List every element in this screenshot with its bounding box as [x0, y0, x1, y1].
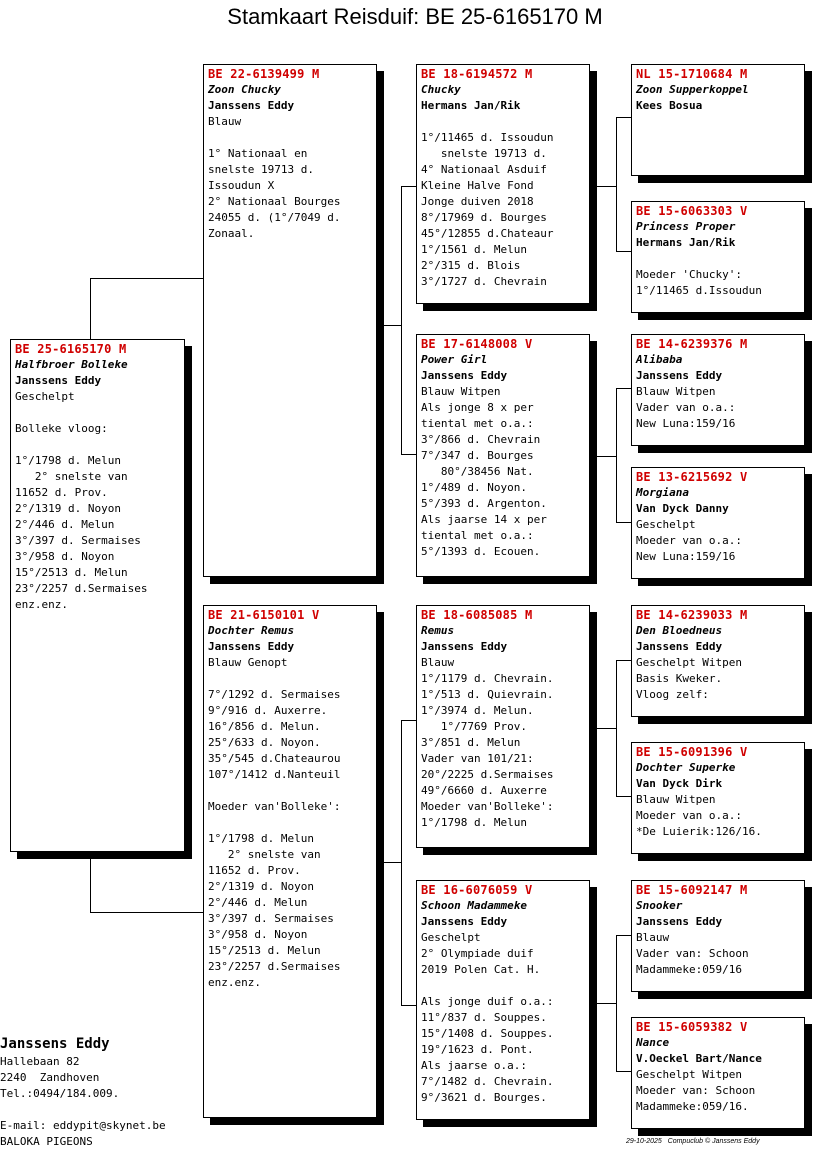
info-line: tiental met o.a.:	[421, 529, 534, 542]
info-line: 5°/393 d. Argenton.	[421, 497, 547, 510]
connector-line	[90, 851, 91, 912]
info-line: 2° snelste van	[15, 470, 128, 483]
info-line: Als jonge duif o.a.:	[421, 995, 554, 1008]
ring-number: BE 21-6150101 V	[208, 608, 320, 622]
info-line: 1° Nationaal en	[208, 147, 308, 160]
info-line: Zonaal.	[208, 227, 255, 240]
info-line: Moeder 'Chucky':	[636, 268, 742, 281]
info-line: 2° snelste van	[208, 848, 321, 861]
connector-line	[90, 278, 205, 279]
info-line: 2°/315 d. Blois	[421, 259, 521, 272]
card-dam-sire	[416, 605, 590, 848]
info-line: 2°/446 d. Melun	[208, 896, 308, 909]
breeder-info	[0, 1034, 166, 1150]
footer-credit: 29-10-2025 Compuclub © Janssens Eddy	[626, 1138, 760, 1145]
owner-name: Janssens Eddy	[15, 374, 102, 387]
card-sire-sire	[416, 64, 590, 304]
connector-line	[401, 1005, 417, 1006]
info-line: 19°/1623 d. Pont.	[421, 1043, 534, 1056]
info-line: 4° Nationaal Asduif	[421, 163, 547, 176]
connector-line	[401, 454, 417, 455]
info-line: 1°/513 d. Quievrain.	[421, 688, 554, 701]
card-dam	[203, 605, 377, 1118]
connector-line	[616, 935, 632, 936]
owner-name: Janssens Eddy	[421, 640, 508, 653]
pigeon-name: Chucky	[421, 83, 461, 96]
pigeon-name: Power Girl	[421, 353, 488, 366]
owner-name: Janssens Eddy	[208, 99, 295, 112]
info-line: Blauw Witpen	[421, 385, 501, 398]
ring-number: BE 13-6215692 V	[636, 470, 748, 484]
page-title: Stamkaart Reisduif: BE 25-6165170 M	[227, 4, 603, 29]
info-line: 2°/446 d. Melun	[15, 518, 115, 531]
card-sss	[631, 64, 805, 176]
pigeon-name: Remus	[421, 624, 455, 637]
breeder-name: Janssens Eddy	[0, 1036, 110, 1052]
ring-number: BE 15-6059382 V	[636, 1020, 748, 1034]
pigeon-name: Schoon Madammeke	[421, 899, 527, 912]
info-line: 1°/1798 d. Melun	[208, 832, 314, 845]
owner-name: Janssens Eddy	[421, 369, 508, 382]
info-line: 24055 d. (1°/7049 d.	[208, 211, 341, 224]
connector-line	[616, 251, 632, 252]
info-line: 3°/958 d. Noyon	[208, 928, 308, 941]
info-line: 2°/1319 d. Noyon	[208, 880, 314, 893]
info-line: Jonge duiven 2018	[421, 195, 534, 208]
card-dss	[631, 605, 805, 717]
owner-name: Janssens Eddy	[636, 640, 723, 653]
info-line: Blauw Genopt	[208, 656, 288, 669]
owner-name: Janssens Eddy	[636, 915, 723, 928]
pigeon-name: Morgiana	[636, 486, 689, 499]
ring-number: BE 15-6063303 V	[636, 204, 748, 218]
pigeon-name: Zoon Chucky	[208, 83, 281, 96]
card-dds	[631, 880, 805, 992]
info-line: 9°/3621 d. Bourges.	[421, 1091, 547, 1104]
breeder-line: BALOKA PIGEONS	[0, 1135, 93, 1148]
connector-line	[616, 522, 632, 523]
connector-line	[616, 660, 617, 796]
pigeon-name: Dochter Remus	[208, 624, 295, 637]
info-line: Kleine Halve Fond	[421, 179, 534, 192]
info-line: 3°/397 d. Sermaises	[208, 912, 334, 925]
ring-number: BE 15-6092147 M	[636, 883, 748, 897]
info-line	[421, 978, 585, 994]
pigeon-name: Dochter Superke	[636, 761, 736, 774]
info-line	[208, 783, 372, 799]
owner-name: Hermans Jan/Rik	[421, 99, 521, 112]
connector-line	[90, 912, 205, 913]
owner-name: V.Oeckel Bart/Nance	[636, 1052, 762, 1065]
info-line: Geschelpt Witpen	[636, 1068, 742, 1081]
info-line: Moeder van: Schoon	[636, 1084, 756, 1097]
info-line: 1°/11465 d.Issoudun	[636, 284, 762, 297]
info-line: 107°/1412 d.Nanteuil	[208, 768, 341, 781]
info-line: Als jaarse o.a.:	[421, 1059, 527, 1072]
info-line: snelste 19713 d.	[208, 163, 314, 176]
card-sire	[203, 64, 377, 577]
info-line: Vader van o.a.:	[636, 401, 736, 414]
pigeon-name: Den Bloedneus	[636, 624, 723, 637]
breeder-line: 2240 Zandhoven	[0, 1071, 100, 1084]
breeder-line	[0, 1102, 166, 1118]
info-line: 16°/856 d. Melun.	[208, 720, 321, 733]
info-line: 15°/2513 d. Melun	[15, 566, 128, 579]
info-line: Bolleke vloog:	[15, 422, 108, 435]
info-line: Geschelpt	[15, 390, 75, 403]
info-line: 11°/837 d. Souppes.	[421, 1011, 547, 1024]
info-line: 25°/633 d. Noyon.	[208, 736, 321, 749]
ring-number: BE 25-6165170 M	[15, 342, 127, 356]
ring-number: BE 17-6148008 V	[421, 337, 533, 351]
info-line: Blauw Witpen	[636, 385, 716, 398]
info-line: 8°/17969 d. Bourges	[421, 211, 547, 224]
info-line	[421, 114, 585, 130]
info-line: Blauw	[421, 656, 455, 669]
info-line: Issoudun X	[208, 179, 275, 192]
info-line: 2°/1319 d. Noyon	[15, 502, 121, 515]
pigeon-name: Nance	[636, 1036, 670, 1049]
ring-number: BE 18-6085085 M	[421, 608, 533, 622]
connector-line	[589, 186, 616, 187]
info-line: 1°/1798 d. Melun	[15, 454, 121, 467]
info-line: Vader van: Schoon	[636, 947, 749, 960]
connector-line	[616, 388, 632, 389]
info-line: Moeder van'Bolleke':	[208, 800, 341, 813]
info-line: enz.enz.	[15, 598, 68, 611]
info-line	[208, 671, 372, 687]
card-sire-dam	[416, 334, 590, 577]
info-line: 1°/1179 d. Chevrain.	[421, 672, 554, 685]
card-ssd	[631, 201, 805, 313]
owner-name: Kees Bosua	[636, 99, 703, 112]
connector-line	[616, 388, 617, 522]
info-line: 1°/1561 d. Melun	[421, 243, 527, 256]
info-line: 1°/1798 d. Melun	[421, 816, 527, 829]
ring-number: NL 15-1710684 M	[636, 67, 748, 81]
info-line: 11652 d. Prov.	[208, 864, 301, 877]
connector-line	[401, 720, 417, 721]
info-line: 15°/2513 d. Melun	[208, 944, 321, 957]
owner-name: Janssens Eddy	[421, 915, 508, 928]
info-line: Blauw	[636, 931, 670, 944]
info-line: 2° Olympiade duif	[421, 947, 534, 960]
owner-name: Van Dyck Danny	[636, 502, 729, 515]
info-line: Geschelpt Witpen	[636, 656, 742, 669]
card-ddd	[631, 1017, 805, 1129]
connector-line	[401, 720, 402, 1005]
info-line: 15°/1408 d. Souppes.	[421, 1027, 554, 1040]
card-main	[10, 339, 185, 852]
info-line: Als jaarse 14 x per	[421, 513, 547, 526]
info-line: Blauw Witpen	[636, 793, 716, 806]
info-line: 5°/1393 d. Ecouen.	[421, 545, 541, 558]
info-line: 2° Nationaal Bourges	[208, 195, 341, 208]
connector-line	[616, 1071, 632, 1072]
info-line: Als jonge 8 x per	[421, 401, 534, 414]
connector-line	[616, 935, 617, 1071]
pigeon-name: Halfbroer Bolleke	[15, 358, 128, 371]
connector-line	[401, 186, 417, 187]
info-line: Blauw	[208, 115, 242, 128]
info-line: Vader van 101/21:	[421, 752, 534, 765]
connector-line	[589, 456, 616, 457]
info-line: 1°/7769 Prov.	[421, 720, 527, 733]
card-dsd	[631, 742, 805, 854]
ring-number: BE 22-6139499 M	[208, 67, 320, 81]
info-line: tiental met o.a.:	[421, 417, 534, 430]
connector-line	[616, 117, 632, 118]
info-line: 9°/916 d. Auxerre.	[208, 704, 328, 717]
info-line: 20°/2225 d.Sermaises	[421, 768, 554, 781]
info-line: enz.enz.	[208, 976, 261, 989]
info-line: 23°/2257 d.Sermaises	[208, 960, 341, 973]
info-line: 7°/1292 d. Sermaises	[208, 688, 341, 701]
owner-name: Hermans Jan/Rik	[636, 236, 736, 249]
connector-line	[589, 728, 616, 729]
info-line: 7°/1482 d. Chevrain.	[421, 1075, 554, 1088]
info-line: Moeder van o.a.:	[636, 809, 742, 822]
pigeon-name: Zoon Supperkoppel	[636, 83, 749, 96]
connector-line	[376, 325, 401, 326]
ring-number: BE 15-6091396 V	[636, 745, 748, 759]
info-line: Vloog zelf:	[636, 688, 709, 701]
info-line: snelste 19713 d.	[421, 147, 547, 160]
connector-line	[616, 796, 632, 797]
info-line	[208, 130, 372, 146]
info-line: 3°/397 d. Sermaises	[15, 534, 141, 547]
info-line: 45°/12855 d.Chateaur	[421, 227, 554, 240]
ring-number: BE 14-6239033 M	[636, 608, 748, 622]
info-line: 1°/11465 d. Issoudun	[421, 131, 554, 144]
pigeon-name: Snooker	[636, 899, 683, 912]
info-line	[15, 405, 180, 421]
connector-line	[616, 117, 617, 251]
info-line: 2019 Polen Cat. H.	[421, 963, 541, 976]
info-line: 1°/3974 d. Melun.	[421, 704, 534, 717]
connector-line	[589, 1003, 616, 1004]
pigeon-name: Princess Proper	[636, 220, 736, 233]
pigeon-name: Alibaba	[636, 353, 683, 366]
info-line: 11652 d. Prov.	[15, 486, 108, 499]
info-line: New Luna:159/16	[636, 550, 736, 563]
info-line: Moeder van o.a.:	[636, 534, 742, 547]
info-line: New Luna:159/16	[636, 417, 736, 430]
connector-line	[90, 278, 91, 340]
card-sds	[631, 334, 805, 446]
info-line: 49°/6660 d. Auxerre	[421, 784, 547, 797]
info-line: 3°/851 d. Melun	[421, 736, 521, 749]
ring-number: BE 16-6076059 V	[421, 883, 533, 897]
info-line: Madammeke:059/16.	[636, 1100, 749, 1113]
breeder-line: Tel.:0494/184.009.	[0, 1087, 120, 1100]
card-dam-dam	[416, 880, 590, 1120]
connector-line	[401, 186, 402, 454]
info-line: *De Luierik:126/16.	[636, 825, 762, 838]
connector-line	[616, 660, 632, 661]
info-line	[15, 437, 180, 453]
card-sdd	[631, 467, 805, 579]
info-line: 23°/2257 d.Sermaises	[15, 582, 148, 595]
owner-name: Janssens Eddy	[208, 640, 295, 653]
info-line: Madammeke:059/16	[636, 963, 742, 976]
owner-name: Van Dyck Dirk	[636, 777, 723, 790]
breeder-line: Hallebaan 82	[0, 1055, 80, 1068]
info-line: Geschelpt	[636, 518, 696, 531]
info-line: 1°/489 d. Noyon.	[421, 481, 527, 494]
info-line	[636, 251, 800, 267]
ring-number: BE 14-6239376 M	[636, 337, 748, 351]
info-line: 3°/866 d. Chevrain	[421, 433, 541, 446]
info-line: Moeder van'Bolleke':	[421, 800, 554, 813]
info-line: 3°/1727 d. Chevrain	[421, 275, 547, 288]
ring-number: BE 18-6194572 M	[421, 67, 533, 81]
info-line: 35°/545 d.Chateaurou	[208, 752, 341, 765]
owner-name: Janssens Eddy	[636, 369, 723, 382]
info-line: 7°/347 d. Bourges	[421, 449, 534, 462]
info-line: Geschelpt	[421, 931, 481, 944]
info-line	[208, 815, 372, 831]
breeder-line: E-mail: eddypit@skynet.be	[0, 1119, 166, 1132]
connector-line	[376, 862, 401, 863]
info-line: 80°/38456 Nat.	[421, 465, 534, 478]
info-line: Basis Kweker.	[636, 672, 723, 685]
info-line: 3°/958 d. Noyon	[15, 550, 115, 563]
